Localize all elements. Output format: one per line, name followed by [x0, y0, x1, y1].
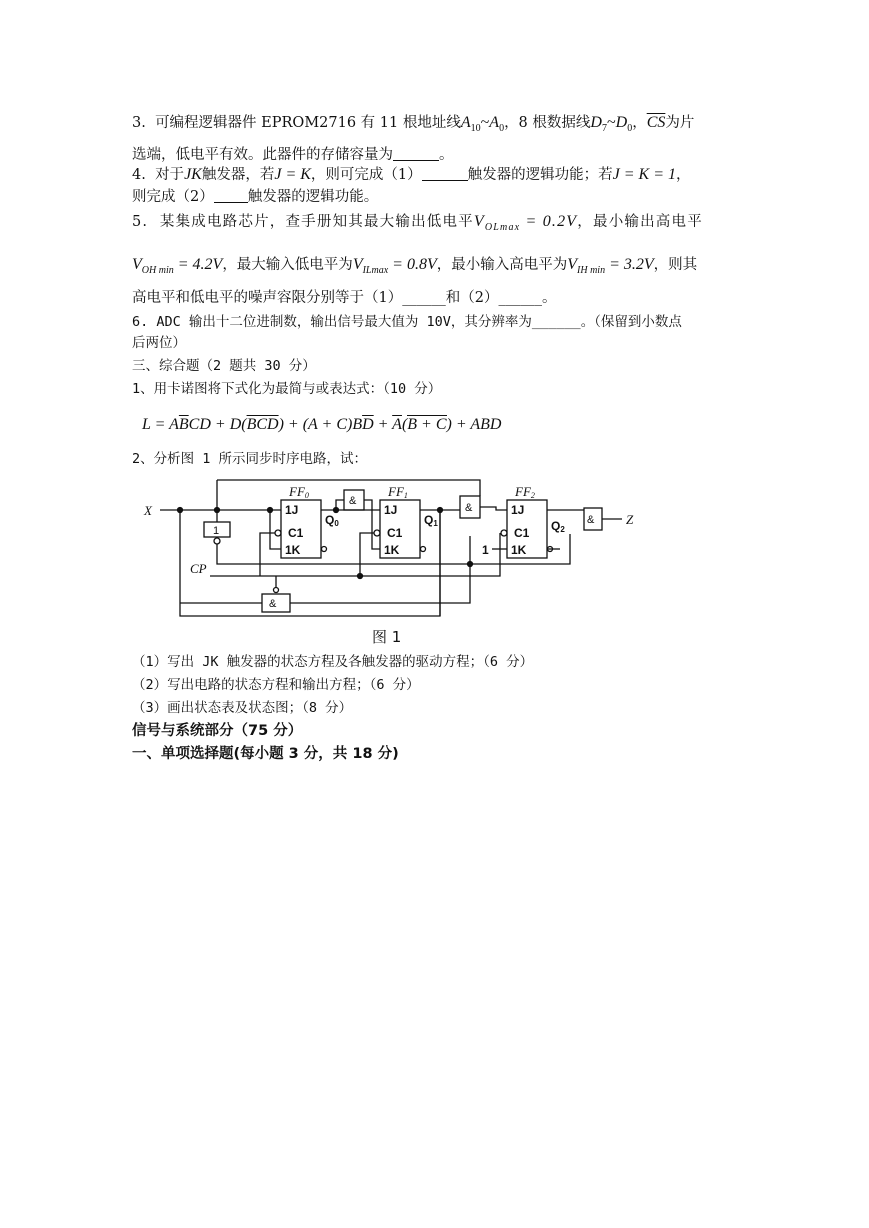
sub-question-2: （2）写出电路的状态方程和输出方程；（6 分）	[132, 677, 420, 693]
q6-line1: 6. ADC 输出十二位进制数，输出信号最大值为 10V，其分辨率为______。（保留到小数点	[132, 314, 682, 330]
ff0-k-label: 1K	[285, 543, 301, 557]
part-heading: 信号与系统部分（75 分）	[132, 723, 303, 739]
c1-question: 1、用卡诺图将下式化为最简与或表达式：（10 分）	[132, 381, 442, 397]
sub-question-3: （3）画出状态表及状态图；（8 分）	[132, 700, 353, 716]
circuit-diagram	[140, 476, 660, 648]
qbar-bubble-0	[322, 547, 327, 552]
q3-line2: 选端，低电平有效。此器件的存储容量为 。	[132, 147, 454, 163]
ff0-name: FF0	[289, 484, 309, 500]
blank	[422, 166, 468, 181]
q4-line2: 则完成（2） 触发器的逻辑功能。	[132, 189, 379, 205]
q5-line3: 高电平和低电平的噪声容限分别等于（1）______和（2）______。	[132, 290, 557, 306]
const-one-label: 1	[482, 543, 489, 557]
blank	[214, 188, 248, 203]
not-bubble	[214, 538, 220, 544]
and2-label: &	[465, 502, 473, 514]
clk-bubble-2	[501, 530, 507, 536]
q6-line2: 后两位）	[132, 335, 186, 351]
boolean-formula: $L = A\overline{B}CD + D(\overline{BCD}) + (A + C)B\overline{D} + \overline{A}(B + C)$ + ABD	[142, 416, 502, 433]
z-output-label: Z	[626, 512, 634, 527]
and-bottom-label: &	[269, 598, 277, 610]
q5-line1: 5. 某集成电路芯片，查手册知其最大输出低电平$V_{OLmax} = 0.2V$，最小输出高电平	[132, 213, 703, 233]
ff2-j-label: 1J	[511, 503, 525, 517]
x-input-label: X	[144, 503, 152, 518]
q0-label: Q0	[325, 513, 339, 528]
and-bottom-bubble	[274, 588, 279, 593]
and1-label: &	[349, 495, 357, 507]
ff2-c-label: C1	[514, 526, 530, 540]
c2-question: 2、分析图 1 所示同步时序电路，试：	[132, 451, 368, 467]
ff0-j-label: 1J	[285, 503, 299, 517]
qbar-bubble-1	[421, 547, 426, 552]
ff1-k-label: 1K	[384, 543, 400, 557]
ff2-k-label: 1K	[511, 543, 527, 557]
and-out-label: &	[587, 514, 595, 526]
q5-line2: $V_{OH min} = 4.2V$，最大输入低电平为$V_{ILmax} = 0.8V$，最小输入高电平为$V_{IH min} = 3.2V$，则其	[132, 256, 698, 276]
not-label: 1	[213, 525, 220, 537]
ff1-c-label: C1	[387, 526, 403, 540]
figure-caption: 图 1	[372, 628, 402, 646]
q4-line1: 4. 对于JK触发器，若J = K，则可完成（1） 触发器的逻辑功能；若J = K = 1，	[132, 166, 691, 183]
ff1-name: FF1	[388, 484, 408, 500]
sub-question-1: （1）写出 JK 触发器的状态方程及各触发器的驱动方程；（6 分）	[132, 654, 534, 670]
q2-label: Q2	[551, 519, 565, 534]
ff2-name: FF2	[515, 484, 535, 500]
clk-bubble-1	[374, 530, 380, 536]
ff1-j-label: 1J	[384, 503, 398, 517]
section-three-heading: 三、综合题（2 题共 30 分）	[132, 358, 316, 374]
clk-bubble-0	[275, 530, 281, 536]
q3-line1: 3. 可编程逻辑器件 EPROM2716 有 11 根地址线$A_{10}\sim A_0$，8 根数据线$D_7\sim D_0$，$\overline{CS}$为片	[132, 114, 695, 134]
section-one-heading: 一、单项选择题(每小题 3 分，共 18 分)	[132, 746, 399, 762]
cp-label: CP	[190, 561, 207, 576]
ff0-c-label: C1	[288, 526, 304, 540]
blank	[393, 146, 439, 161]
q1-label: Q1	[424, 513, 438, 528]
